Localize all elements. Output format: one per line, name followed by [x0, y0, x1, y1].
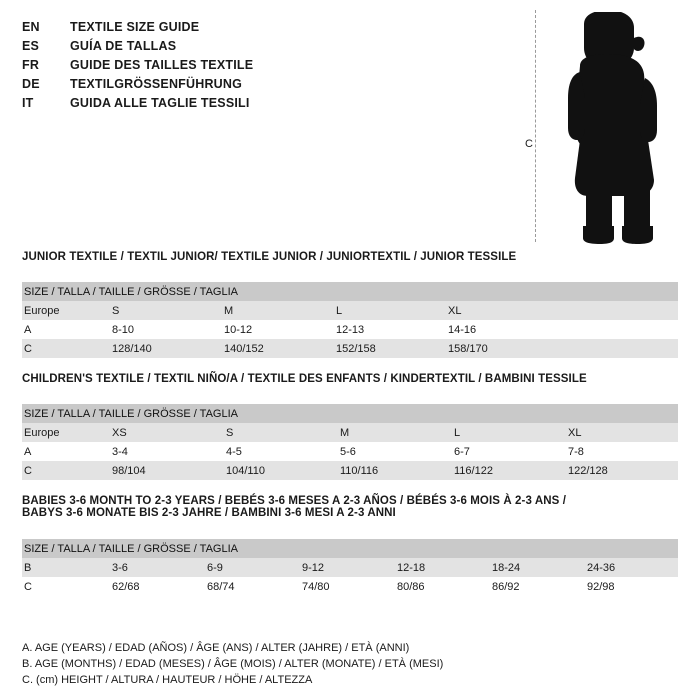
legend — [22, 640, 443, 688]
table-row — [22, 577, 678, 596]
cell: 68/74 — [205, 577, 300, 596]
language-title: GUIDE DES TAILLES TEXTILE — [70, 58, 254, 72]
cell: S — [110, 301, 222, 320]
table-row — [22, 461, 678, 480]
cell: 12-13 — [334, 320, 446, 339]
table-row — [22, 301, 678, 320]
cell: S — [224, 423, 338, 442]
cell: 128/140 — [110, 339, 222, 358]
cell: 14-16 — [446, 320, 678, 339]
cell: 3-6 — [110, 558, 205, 577]
language-code: ES — [22, 39, 40, 53]
cell: 62/68 — [110, 577, 205, 596]
section-title-babies-line1: BABIES 3-6 MONTH TO 2-3 YEARS / BEBÉS 3-6 MESES A 2-3 AÑOS / BÉBÉS 3-6 MOIS À 2-3 ANS / — [22, 495, 566, 507]
cell: 86/92 — [490, 577, 585, 596]
language-title: TEXTILGRÖSSENFÜHRUNG — [70, 77, 243, 91]
cell: 10-12 — [222, 320, 334, 339]
measure-dashed-line — [535, 10, 536, 242]
cell: 6-9 — [205, 558, 300, 577]
cell: L — [334, 301, 446, 320]
language-row — [22, 77, 522, 96]
language-row — [22, 20, 522, 39]
table-header-cell: SIZE / TALLA / TAILLE / GRÖSSE / TAGLIA — [22, 282, 678, 301]
section-title-junior: JUNIOR TEXTILE / TEXTIL JUNIOR/ TEXTILE JUNIOR / JUNIORTEXTIL / JUNIOR TESSILE — [22, 251, 517, 263]
language-code: DE — [22, 77, 40, 91]
table-header-row — [22, 282, 678, 301]
table-header-row — [22, 539, 678, 558]
table-row — [22, 558, 678, 577]
children-size-table — [22, 404, 678, 480]
cell: L — [452, 423, 566, 442]
language-row — [22, 96, 522, 115]
cell: 74/80 — [300, 577, 395, 596]
height-measure-figure — [524, 8, 684, 248]
cell: 4-5 — [224, 442, 338, 461]
language-header — [22, 20, 522, 115]
cell: 116/122 — [452, 461, 566, 480]
row-label: A — [22, 320, 110, 339]
cell: 152/158 — [334, 339, 446, 358]
row-label: Europe — [22, 301, 110, 320]
cell: 80/86 — [395, 577, 490, 596]
cell: 3-4 — [110, 442, 224, 461]
babies-size-table — [22, 539, 678, 596]
row-label: Europe — [22, 423, 110, 442]
row-label: A — [22, 442, 110, 461]
row-label: B — [22, 558, 110, 577]
cell: 110/116 — [338, 461, 452, 480]
row-label: C — [22, 339, 110, 358]
section-title-babies — [22, 495, 566, 519]
language-title: TEXTILE SIZE GUIDE — [70, 20, 200, 34]
legend-line-b: B. AGE (MONTHS) / EDAD (MESES) / ÂGE (MOIS) / ALTER (MONATE) / ETÀ (MESI) — [22, 658, 444, 670]
table-row — [22, 320, 678, 339]
cell: 9-12 — [300, 558, 395, 577]
table-header-row — [22, 404, 678, 423]
row-label: C — [22, 577, 110, 596]
section-title-children: CHILDREN'S TEXTILE / TEXTIL NIÑO/A / TEXTILE DES ENFANTS / KINDERTEXTIL / BAMBINI TESSILE — [22, 373, 587, 385]
cell: 6-7 — [452, 442, 566, 461]
cell: XL — [446, 301, 678, 320]
language-title: GUIDA ALLE TAGLIE TESSILI — [70, 96, 250, 110]
cell: 158/170 — [446, 339, 678, 358]
table-row — [22, 442, 678, 461]
language-row — [22, 58, 522, 77]
cell: 18-24 — [490, 558, 585, 577]
legend-line-c: C. (cm) HEIGHT / ALTURA / HAUTEUR / HÖHE / ALTEZZA — [22, 674, 313, 686]
cell: 12-18 — [395, 558, 490, 577]
junior-size-table — [22, 282, 678, 358]
measure-label-c: C — [525, 138, 533, 150]
language-code: EN — [22, 20, 40, 34]
cell: M — [222, 301, 334, 320]
table-row — [22, 423, 678, 442]
cell: 8-10 — [110, 320, 222, 339]
row-label: C — [22, 461, 110, 480]
cell: 24-36 — [585, 558, 678, 577]
toddler-silhouette-icon — [550, 12, 670, 244]
section-title-babies-line2: BABYS 3-6 MONATE BIS 2-3 JAHRE / BAMBINI 3-6 MESI A 2-3 ANNI — [22, 507, 396, 519]
cell: XS — [110, 423, 224, 442]
cell: 92/98 — [585, 577, 678, 596]
cell: 122/128 — [566, 461, 678, 480]
cell: 104/110 — [224, 461, 338, 480]
cell: 5-6 — [338, 442, 452, 461]
table-row — [22, 339, 678, 358]
language-code: IT — [22, 96, 34, 110]
table-header-cell: SIZE / TALLA / TAILLE / GRÖSSE / TAGLIA — [22, 404, 678, 423]
cell: M — [338, 423, 452, 442]
legend-line-a: A. AGE (YEARS) / EDAD (AÑOS) / ÂGE (ANS) / ALTER (JAHRE) / ETÀ (ANNI) — [22, 642, 410, 654]
cell: 140/152 — [222, 339, 334, 358]
cell: 7-8 — [566, 442, 678, 461]
language-title: GUÍA DE TALLAS — [70, 39, 177, 53]
cell: XL — [566, 423, 678, 442]
language-row — [22, 39, 522, 58]
cell: 98/104 — [110, 461, 224, 480]
language-code: FR — [22, 58, 40, 72]
table-header-cell: SIZE / TALLA / TAILLE / GRÖSSE / TAGLIA — [22, 539, 678, 558]
